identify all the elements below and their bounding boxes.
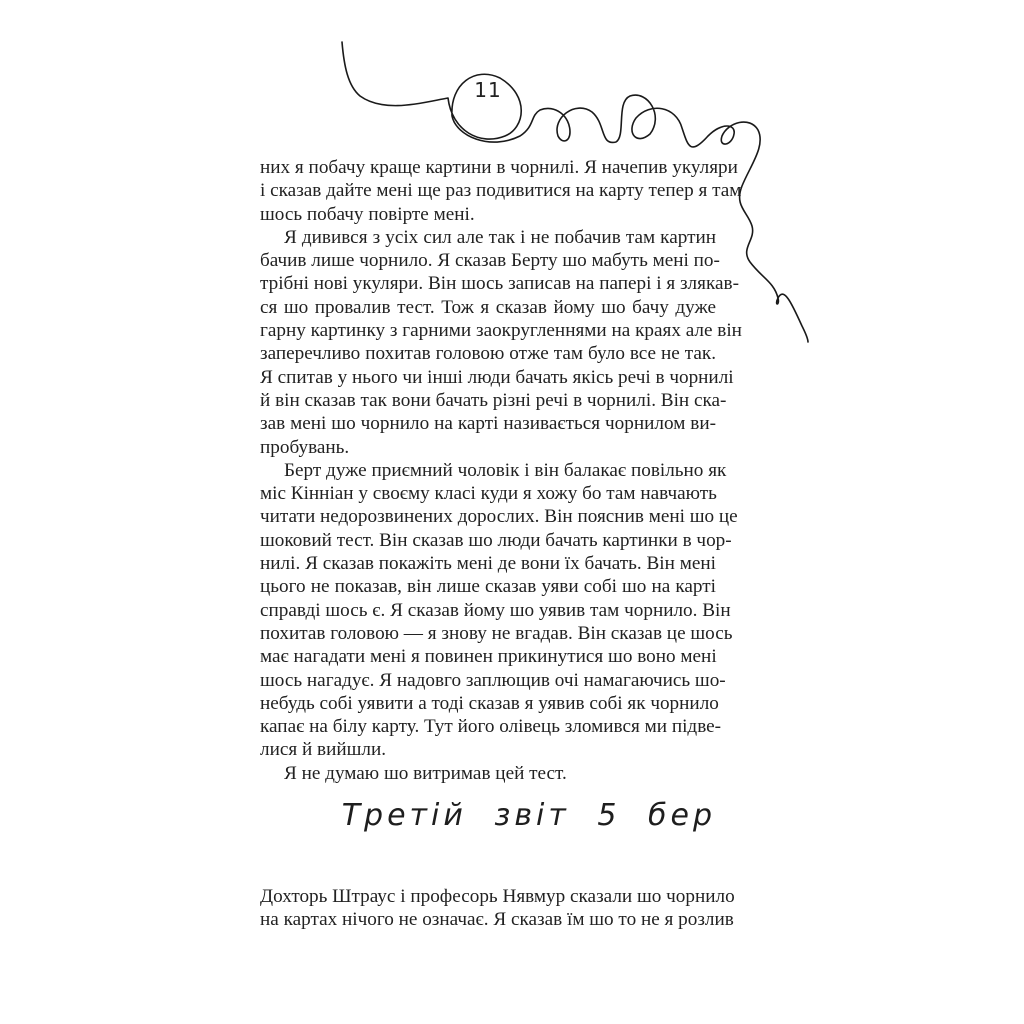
body-text-top [260, 156, 742, 785]
text-line: цього не показав, він лише сказав уяви собі шо на карті [260, 576, 716, 598]
text-line: гарну картинку з гарними заокругленнями на краях але він [260, 320, 742, 342]
page-number: 11 [474, 78, 502, 102]
text-line: ся шо провалив тест. Тож я сказав йому шо бачу дуже [260, 296, 716, 318]
text-line: й він сказав так вони бачать різні речі в чорнилі. Він ска- [260, 389, 727, 411]
text-line: шоковий тест. Він сказав шо люди бачать картинки в чор- [260, 529, 732, 551]
paragraph [260, 459, 738, 762]
text-line: на картах нічого не означає. Я сказав їм шо то не я розлив [260, 909, 734, 931]
text-line: бачив лише чорнило. Я сказав Берту шо мабуть мені по- [260, 250, 720, 272]
body-text-bottom [260, 866, 735, 951]
text-line: них я побачу краще картини в чорнилі. Я начепив укуляри [260, 157, 738, 178]
text-line: має нагадати мені я повинен прикинутися шо воно мені [260, 646, 717, 668]
text-line: справді шось є. Я сказав йому шо уявив там чорнило. Він [260, 599, 731, 621]
text-line: зав мені шо чорнило на карті називається чорнилом ви- [260, 413, 716, 435]
text-line: читати недорозвинених дорослих. Він пояснив мені шо це [260, 506, 738, 528]
text-line: Дохторь Штраус і професорь Нявмур сказали шо чорнило [260, 886, 735, 908]
text-line: Я не думаю шо витримав цей тест. [284, 762, 567, 784]
text-line: похитав головою — я знову не вгадав. Він сказав це шось [260, 622, 733, 644]
text-line: Я дивився з усіх сил але так і не побачив там картин [284, 226, 716, 248]
text-line: нилі. Я сказав покажіть мені де вони їх бачать. Він мені [260, 553, 716, 575]
text-line: шось нагадує. Я надовго заплющив очі намагаючись шо- [260, 669, 726, 691]
text-line: лися й вийшли. [260, 739, 387, 761]
paragraph [260, 226, 742, 459]
text-line: Я спитав у нього чи інші люди бачать якісь речі в чорнилі [260, 366, 734, 388]
text-line: заперечливо похитав головою отже там було все не так. [260, 343, 716, 365]
text-line: пробувань. [260, 436, 350, 458]
text-line: Берт дуже приємний чоловік і він балакає повільно як [284, 459, 727, 481]
section-heading: Третій звіт 5 бер [341, 798, 716, 833]
text-line: шось побачу повірте мені. [260, 203, 475, 225]
text-line: небудь собі уявити а тоді сказав я уявив собі як чорнило [260, 692, 719, 714]
text-line: і сказав дайте мені ще раз подивитися на карту тепер я там [260, 180, 742, 202]
paragraph [260, 885, 735, 932]
paragraph [260, 156, 742, 226]
text-line: капає на білу карту. Тут його олівець зломився ми підве- [260, 716, 722, 738]
text-line: міс Кінніан у своєму класі куди я хожу бо там навчають [260, 483, 717, 505]
paragraph [260, 762, 716, 785]
text-line: трібні нові укуляри. Він шось записав на папері і я злякав- [260, 273, 739, 295]
